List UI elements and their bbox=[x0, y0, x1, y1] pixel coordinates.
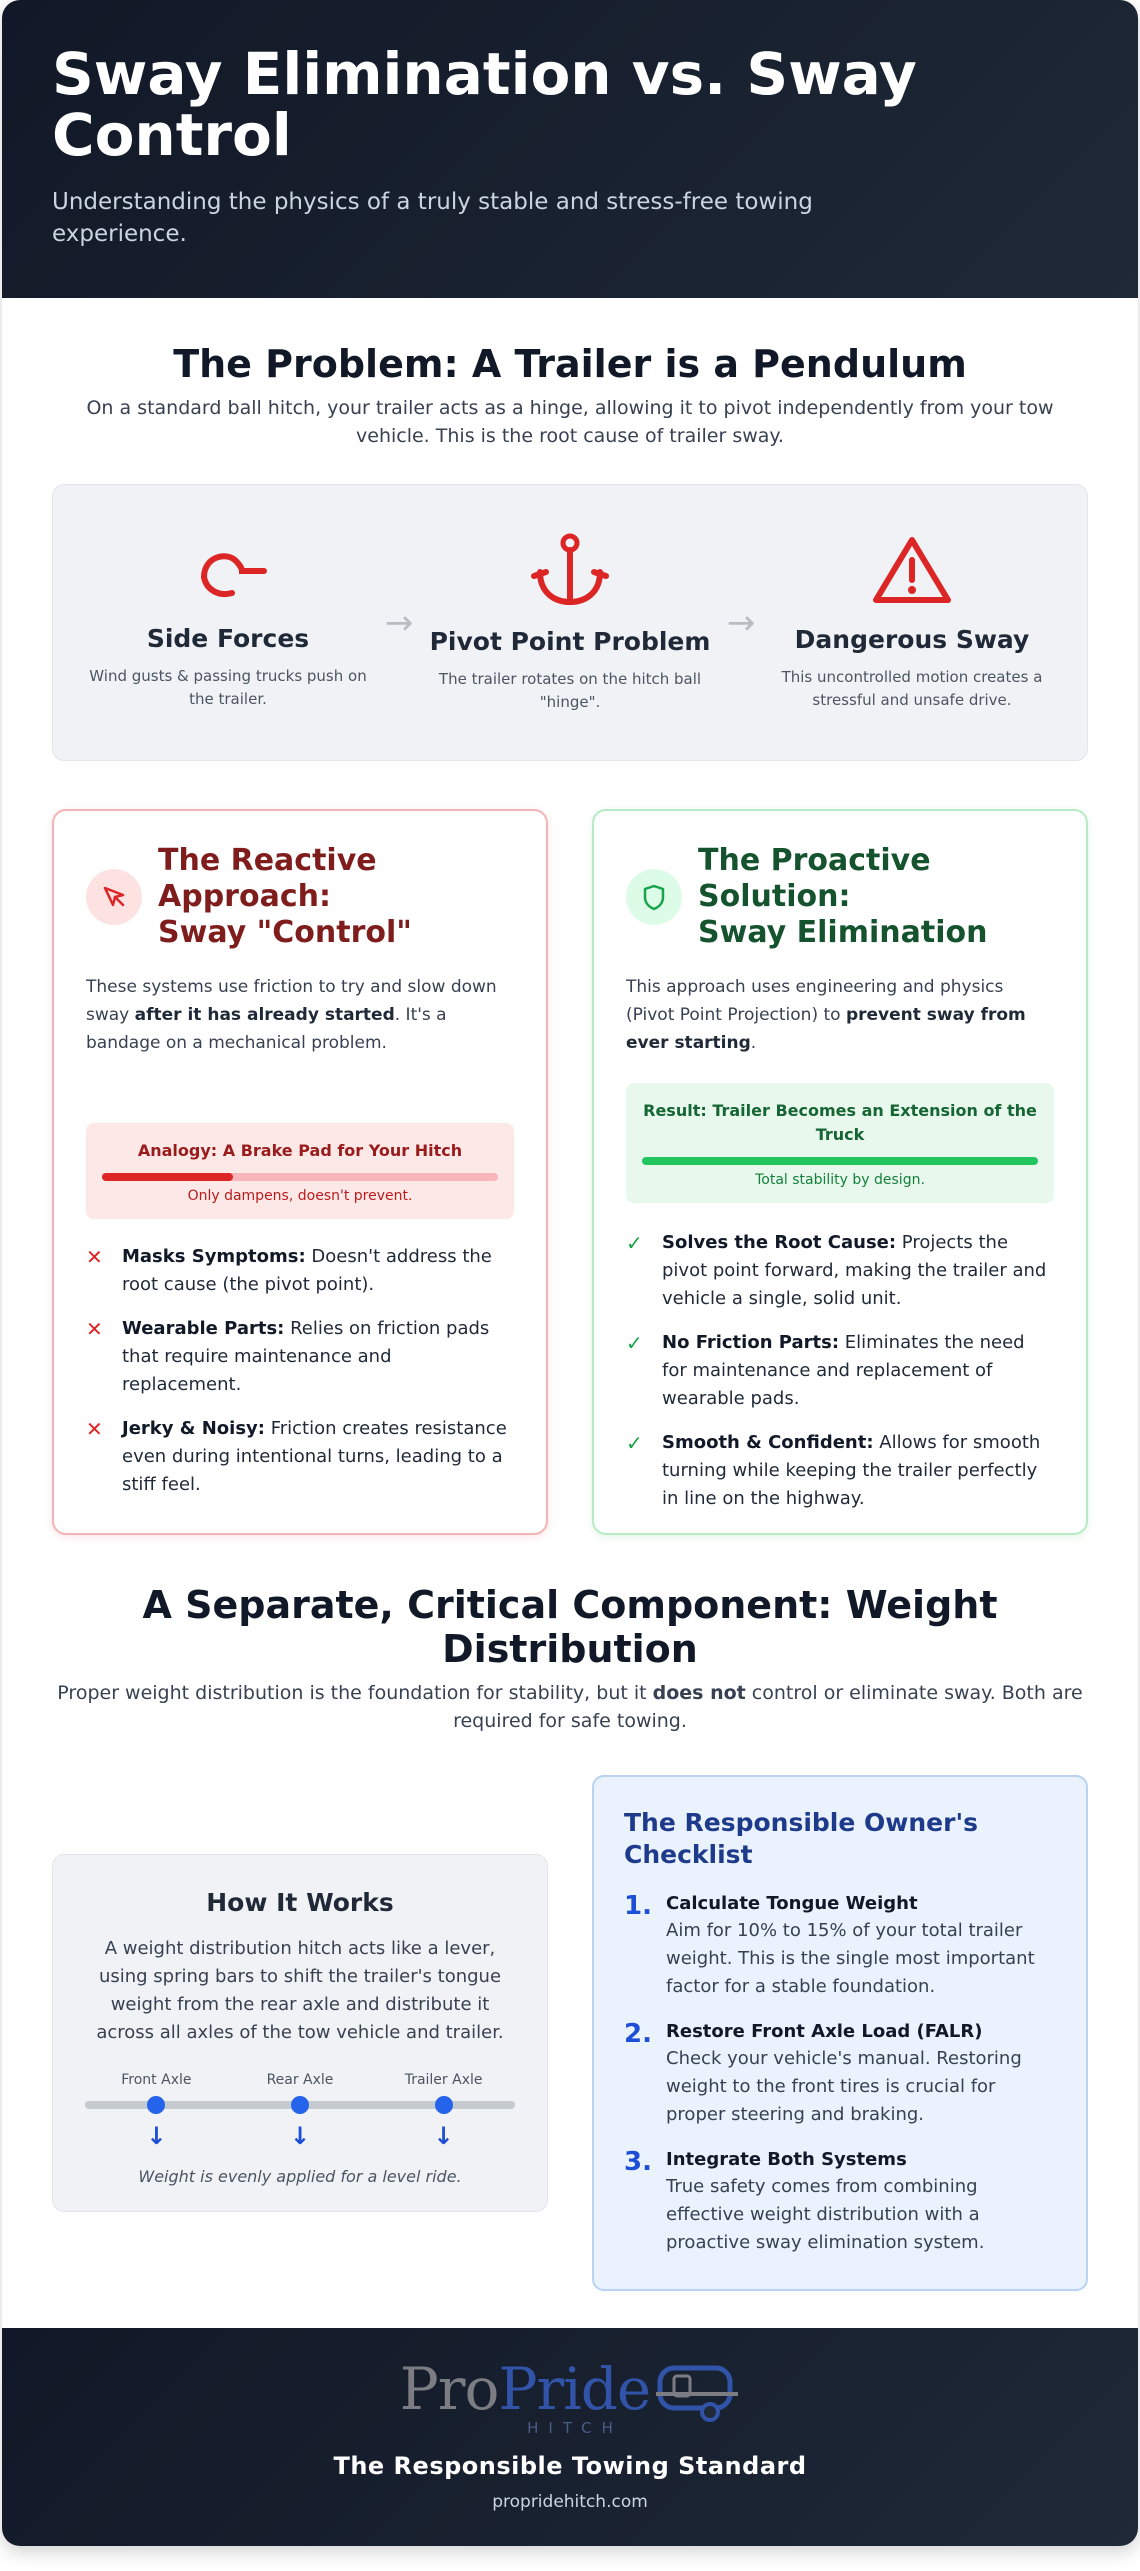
wind-icon bbox=[188, 535, 268, 605]
check-icon: ✓ bbox=[626, 1231, 643, 1255]
step-side-forces bbox=[83, 535, 373, 711]
step-text: The trailer rotates on the hitch ball "hinge". bbox=[438, 669, 702, 711]
check-icon: ✓ bbox=[626, 1431, 643, 1455]
result-subtitle: Total stability by design. bbox=[755, 1172, 925, 1188]
weight-subtitle: Proper weight distribution is the foundation for stability, but it does not control or eliminate sway. Both are required for safe towing. bbox=[57, 1682, 1083, 1732]
result-title: Result: Trailer Becomes an Extension of the Truck bbox=[643, 1101, 1037, 1144]
reactive-description: These systems use friction to try and slow down sway after it has already started. It's a bandage on a mechanical problem. bbox=[86, 977, 497, 1053]
trailer-icon bbox=[654, 2360, 740, 2426]
arrow-down-icon: ↓ bbox=[289, 2122, 311, 2150]
website-link[interactable]: propridehitch.com bbox=[492, 2492, 648, 2512]
list-item: ✓ Solves the Root Cause: Projects the pivot point forward, making the trailer and vehicle a single, solid unit. bbox=[626, 1229, 1054, 1313]
list-item: ✕ Jerky & Noisy: Friction creates resistance even during intentional turns, leading to a stiff feel. bbox=[86, 1415, 514, 1499]
problem-section bbox=[2, 298, 1138, 761]
checklist-title: The Responsible Owner's Checklist bbox=[624, 1808, 979, 1869]
problem-steps bbox=[52, 484, 1088, 761]
proactive-points bbox=[626, 1229, 1054, 1513]
x-icon: ✕ bbox=[86, 1245, 103, 1269]
step-pivot-point bbox=[425, 532, 715, 714]
problem-subtitle: On a standard ball hitch, your trailer acts as a hinge, allowing it to pivot independently from your tow vehicle. This is the root cause of trailer sway. bbox=[86, 397, 1054, 447]
how-it-works-card bbox=[52, 1854, 548, 2212]
analogy-subtitle: Only dampens, doesn't prevent. bbox=[187, 1188, 413, 1204]
proactive-description: This approach uses engineering and physics (Pivot Point Projection) to prevent sway from ever starting. bbox=[626, 977, 1026, 1053]
step-title: Side Forces bbox=[146, 623, 310, 653]
analogy-title: Analogy: A Brake Pad for Your Hitch bbox=[137, 1141, 463, 1160]
step-text: This uncontrolled motion creates a stressful and unsafe drive. bbox=[781, 667, 1043, 709]
tagline: The Responsible Towing Standard bbox=[333, 2452, 807, 2480]
reactive-header bbox=[86, 843, 514, 951]
weight-title: A Separate, Critical Component: Weight Distribution bbox=[142, 1583, 998, 1671]
propride-logo: ProPride HITCH bbox=[2, 2360, 1138, 2436]
how-text: A weight distribution hitch acts like a lever, using spring bars to shift the trailer's tongue weight from the rear axle and distribute it across all axles of the tow vehicle and trailer. bbox=[96, 1938, 504, 2043]
step-title: Dangerous Sway bbox=[794, 624, 1030, 654]
axle-dot bbox=[435, 2096, 453, 2114]
check-icon: ✓ bbox=[626, 1331, 643, 1355]
list-item: 1. Calculate Tongue Weight Aim for 10% to 15% of your total trailer weight. This is the single most important factor for a stable foundation. bbox=[624, 1891, 1035, 1997]
proactive-header bbox=[626, 843, 1054, 951]
proactive-card bbox=[592, 809, 1088, 1535]
list-item: ✓ No Friction Parts: Eliminates the need for maintenance and replacement of wearable pads. bbox=[626, 1329, 1054, 1413]
page-subtitle: Understanding the physics of a truly stable and stress-free towing experience. bbox=[52, 189, 813, 247]
owner-checklist bbox=[592, 1775, 1088, 2291]
page-title: Sway Elimination vs. Sway Control bbox=[52, 40, 917, 169]
warning-icon bbox=[870, 534, 954, 606]
list-item: 3. Integrate Both Systems True safety comes from combining effective weight distribution with a proactive sway elimination system. bbox=[624, 2147, 985, 2253]
axle-trailer: Trailer Axle ↓ bbox=[384, 2071, 504, 2150]
x-icon: ✕ bbox=[86, 1317, 103, 1341]
list-item: ✕ Masks Symptoms: Doesn't address the root cause (the pivot point). bbox=[86, 1243, 514, 1299]
list-item: ✓ Smooth & Confident: Allows for smooth turning while keeping the trailer perfectly in line on the highway. bbox=[626, 1429, 1054, 1513]
step-title: Pivot Point Problem bbox=[429, 626, 711, 656]
footer bbox=[2, 2328, 1138, 2546]
arrow-right-icon: → bbox=[384, 602, 414, 643]
header bbox=[2, 0, 1138, 298]
step-dangerous-sway bbox=[767, 534, 1057, 712]
reactive-title: The Reactive Approach: Sway "Control" bbox=[158, 843, 412, 950]
shield-icon bbox=[626, 869, 682, 925]
arrow-right-icon: → bbox=[726, 602, 756, 643]
cursor-icon bbox=[86, 869, 142, 925]
reactive-analogy bbox=[86, 1123, 514, 1219]
axle-dot bbox=[291, 2096, 309, 2114]
anchor-icon bbox=[530, 532, 610, 608]
analogy-bar bbox=[102, 1173, 498, 1181]
infographic-card bbox=[2, 0, 1138, 2546]
arrow-down-icon: ↓ bbox=[433, 2122, 454, 2150]
checklist-items bbox=[624, 1891, 1056, 2257]
arrow-down-icon: ↓ bbox=[146, 2122, 167, 2150]
reactive-points bbox=[86, 1243, 514, 1499]
list-item: ✕ Wearable Parts: Relies on friction pads that require maintenance and replacement. bbox=[86, 1315, 514, 1399]
comparison bbox=[52, 809, 1088, 1535]
axle-diagram bbox=[85, 2071, 515, 2171]
weight-content bbox=[52, 1775, 1088, 2291]
axle-dot bbox=[147, 2096, 165, 2114]
proactive-result bbox=[626, 1083, 1054, 1203]
x-icon: ✕ bbox=[86, 1417, 103, 1441]
weight-section bbox=[2, 1535, 1138, 2291]
step-text: Wind gusts & passing trucks push on the trailer. bbox=[89, 666, 367, 708]
list-item: 2. Restore Front Axle Load (FALR) Check your vehicle's manual. Restoring weight to the front tires is crucial for proper steering and braking. bbox=[624, 2019, 1022, 2125]
proactive-title: The Proactive Solution: Sway Elimination bbox=[698, 843, 988, 950]
how-title: How It Works bbox=[206, 1888, 394, 1917]
result-bar bbox=[642, 1157, 1038, 1165]
axle-rear: Rear Axle ↓ bbox=[240, 2071, 360, 2150]
problem-title: The Problem: A Trailer is a Pendulum bbox=[173, 342, 967, 386]
axle-front: Front Axle ↓ bbox=[96, 2071, 216, 2150]
how-note: Weight is evenly applied for a level ride. bbox=[138, 2167, 462, 2186]
reactive-card bbox=[52, 809, 548, 1535]
